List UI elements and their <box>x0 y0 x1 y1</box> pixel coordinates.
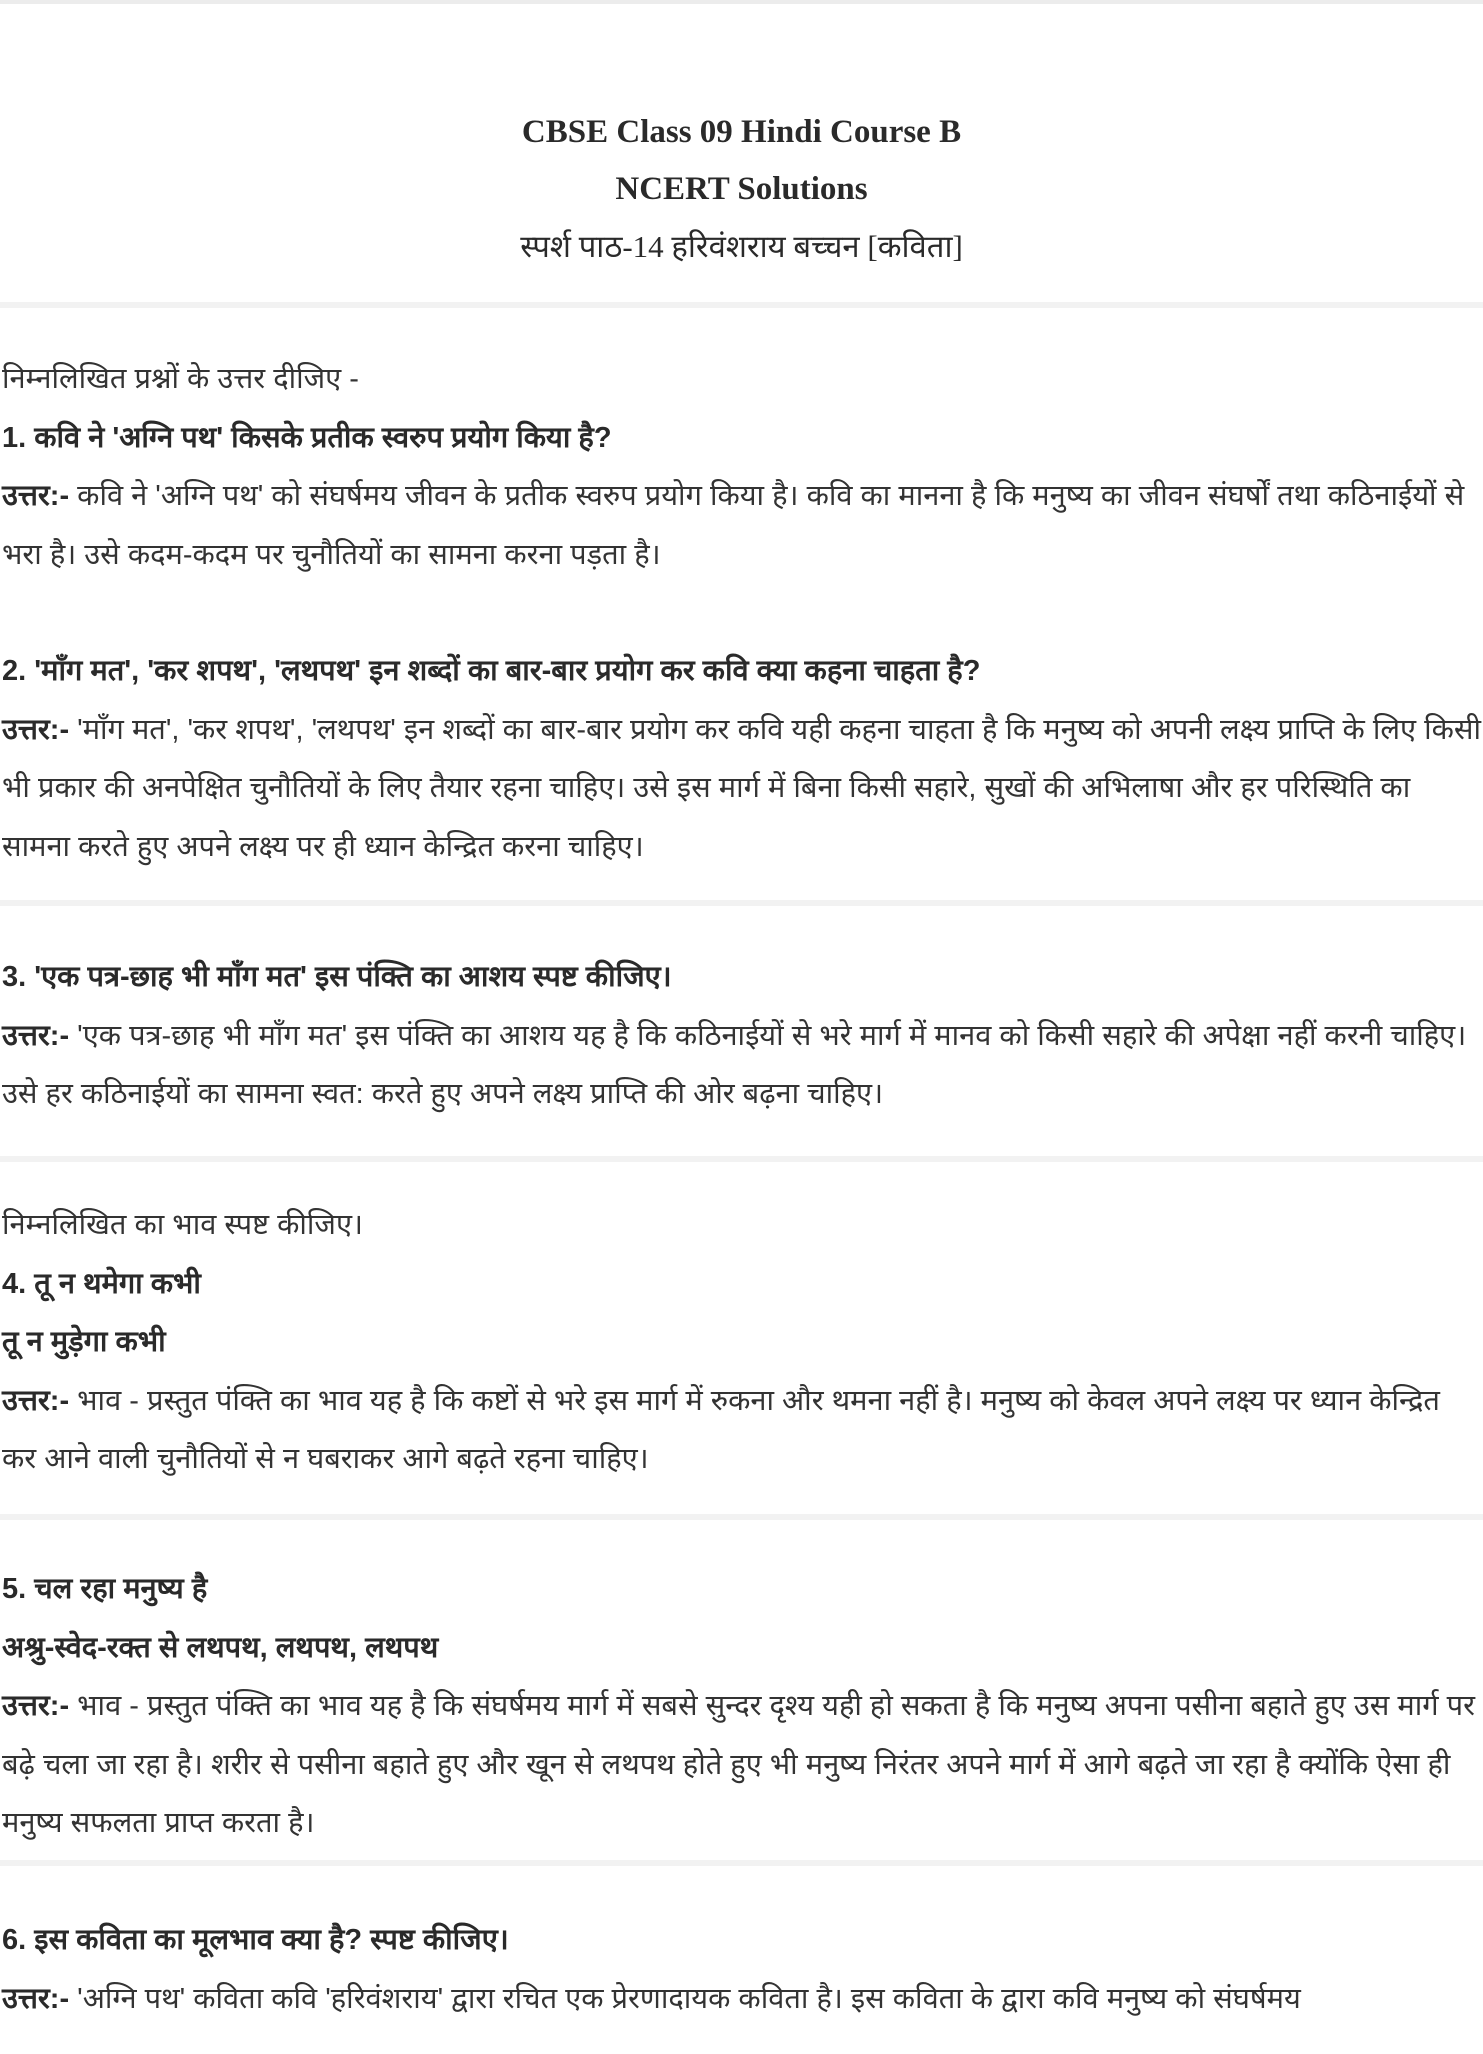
answer-text: 'अग्नि पथ' कविता कवि 'हरिवंशराय' द्वारा रचित एक प्रेरणादायक कविता है। इस कविता के द्वारा कवि मनुष्य को संघर्षमय <box>77 1982 1301 2015</box>
answer-label: उत्तर:- <box>2 1690 70 1722</box>
answer-label: उत्तर:- <box>2 1019 70 1052</box>
question-1: 1. कवि ने 'अग्नि पथ' किसके प्रतीक स्वरुप प्रयोग किया है? <box>2 421 612 454</box>
section-question-3 <box>0 906 1483 1156</box>
instruction: निम्नलिखित का भाव स्पष्ट कीजिए। <box>2 1209 363 1241</box>
answer-6 <box>2 1970 1481 2029</box>
section-question-5 <box>0 1520 1483 1860</box>
answer-4 <box>2 1372 1481 1489</box>
answer-2 <box>2 701 1481 877</box>
question-2: 2. 'माँग मत', 'कर शपथ', 'लथपथ' इन शब्दों का बार-बार प्रयोग कर कवि क्या कहना चाहता है? <box>2 655 981 687</box>
answer-label: उत्तर:- <box>2 480 70 512</box>
answer-label: उत्तर:- <box>2 1982 70 2015</box>
chapter-title: स्पर्श पाठ-14 हरिवंशराय बच्चन [कविता] <box>520 229 963 264</box>
answer-1 <box>2 467 1481 584</box>
answer-5 <box>2 1677 1481 1853</box>
document-subtitle: NCERT Solutions <box>615 171 868 207</box>
answer-3 <box>2 1007 1481 1124</box>
answer-label: उत्तर:- <box>2 1384 70 1417</box>
section-questions-1-2 <box>0 308 1483 900</box>
answer-text: 'एक पत्र-छाह भी माँग मत' इस पंक्ति का आशय यह है कि कठिनाईयों से भरे मार्ग में मानव को किसी सहारे की अपेक्षा नहीं करनी चाहिए। उसे हर कठिनाईयों का सामना स्वत: करते हुए अपने लक्ष्य प्राप्ति की ओर बढ़ना चाहिए। <box>2 1019 1467 1110</box>
question-4-line-2: तू न मुड़ेगा कभी <box>2 1326 166 1358</box>
document-header <box>0 4 1483 302</box>
question-6: 6. इस कविता का मूलभाव क्या है? स्पष्ट कीजिए। <box>2 1924 509 1956</box>
question-5-line-2: अश्रु-स्वेद-रक्त से लथपथ, लथपथ, लथपथ <box>2 1631 439 1664</box>
instruction: निम्नलिखित प्रश्नों के उत्तर दीजिए - <box>2 363 359 395</box>
answer-text: भाव - प्रस्तुत पंक्ति का भाव यह है कि कष्टों से भरे इस मार्ग में रुकना और थमना नहीं है। मनुष्य को केवल अपने लक्ष्य पर ध्यान केन्द्रित कर आने वाली चुनौतियों से न घबराकर आगे बढ़ते रहना चाहिए। <box>2 1384 1440 1475</box>
section-question-6 <box>0 1866 1483 2028</box>
question-5: 5. चल रहा मनुष्य है <box>2 1573 208 1605</box>
spacer <box>2 584 1481 642</box>
answer-text: भाव - प्रस्तुत पंक्ति का भाव यह है कि संघर्षमय मार्ग में सबसे सुन्दर दृश्य यही हो सकता है कि मनुष्य अपना पसीना बहाते हुए उस मार्ग पर बढ़े चला जा रहा है। शरीर से पसीना बहाते हुए और खून से लथपथ होते हुए भी मनुष्य निरंतर अपने मार्ग में आगे बढ़ते जा रहा है क्योंकि ऐसा ही मनुष्य सफलता प्राप्त करता है। <box>2 1690 1475 1839</box>
answer-text: कवि ने 'अग्नि पथ' को संघर्षमय जीवन के प्रतीक स्वरुप प्रयोग किया है। कवि का मानना है कि मनुष्य का जीवन संघर्षों तथा कठिनाईयों से भरा है। उसे कदम-कदम पर चुनौतियों का सामना करना पड़ता है। <box>2 480 1465 571</box>
question-4: 4. तू न थमेगा कभी <box>2 1267 201 1300</box>
document-title: CBSE Class 09 Hindi Course B <box>521 114 962 150</box>
answer-label: उत्तर:- <box>2 713 70 746</box>
section-question-4 <box>0 1162 1483 1514</box>
answer-text: 'माँग मत', 'कर शपथ', 'लथपथ' इन शब्दों का बार-बार प्रयोग कर कवि यही कहना चाहता है कि मनुष्य को अपनी लक्ष्य प्राप्ति के लिए किसी भी प्रकार की अनपेक्षित चुनौतियों के लिए तैयार रहना चाहिए। उसे इस मार्ग में बिना किसी सहारे, सुखों की अभिलाषा और हर परिस्थिति का सामना करते हुए अपने लक्ष्य पर ही ध्यान केन्द्रित करना चाहिए। <box>2 713 1481 863</box>
question-3: 3. 'एक पत्र-छाह भी माँग मत' इस पंक्ति का आशय स्पष्ट कीजिए। <box>2 961 672 993</box>
